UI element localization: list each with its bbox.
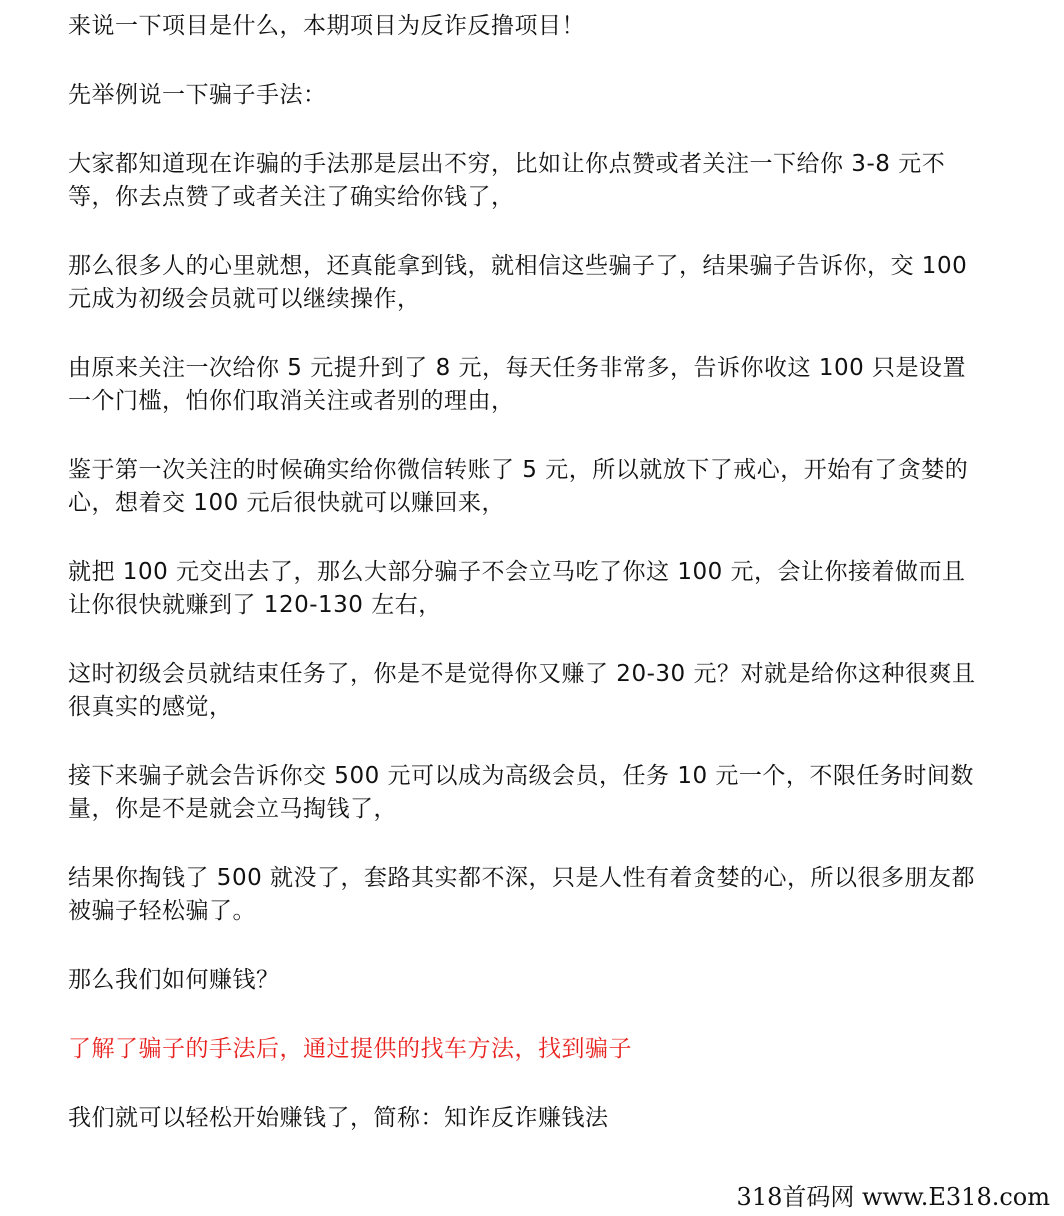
paragraph-step-7: 接下来骗子就会告诉你交 500 元可以成为高级会员，任务 10 元一个，不限任务时间数量，你是不是就会立马掏钱了， xyxy=(68,763,974,822)
paragraph-scam-example-heading: 先举例说一下骗子手法： xyxy=(68,82,327,108)
paragraph-step-1: 大家都知道现在诈骗的手法那是层出不穷，比如让你点赞或者关注一下给你 3-8 元不等，你去点赞了或者关注了确实给你钱了， xyxy=(68,151,946,210)
paragraph-question: 那么我们如何赚钱？ xyxy=(68,967,280,993)
paragraph-step-5: 就把 100 元交出去了，那么大部分骗子不会立马吃了你这 100 元，会让你接着做而且让你很快就赚到了 120-130 左右， xyxy=(68,559,966,618)
article-body xyxy=(68,10,988,1171)
paragraph-step-6: 这时初级会员就结束任务了，你是不是觉得你又赚了 20-30 元？对就是给你这种很爽且很真实的感觉， xyxy=(68,661,976,720)
site-watermark: 318首码网 www.E318.com xyxy=(736,1183,1050,1211)
paragraph-step-4: 鉴于第一次关注的时候确实给你微信转账了 5 元，所以就放下了戒心，开始有了贪婪的心，想着交 100 元后很快就可以赚回来， xyxy=(68,457,969,516)
paragraph-intro: 来说一下项目是什么，本期项目为反诈反撸项目！ xyxy=(68,13,585,39)
paragraph-step-2: 那么很多人的心里就想，还真能拿到钱，就相信这些骗子了，结果骗子告诉你，交 100 元成为初级会员就可以继续操作， xyxy=(68,253,968,312)
paragraph-highlight: 了解了骗子的手法后，通过提供的找车方法，找到骗子 xyxy=(68,1036,632,1062)
paragraph-conclusion: 我们就可以轻松开始赚钱了，简称：知诈反诈赚钱法 xyxy=(68,1105,609,1131)
paragraph-step-8: 结果你掏钱了 500 就没了，套路其实都不深，只是人性有着贪婪的心，所以很多朋友都被骗子轻松骗了。 xyxy=(68,865,976,924)
paragraph-step-3: 由原来关注一次给你 5 元提升到了 8 元，每天任务非常多，告诉你收这 100 只是设置一个门槛，怕你们取消关注或者别的理由， xyxy=(68,355,967,414)
